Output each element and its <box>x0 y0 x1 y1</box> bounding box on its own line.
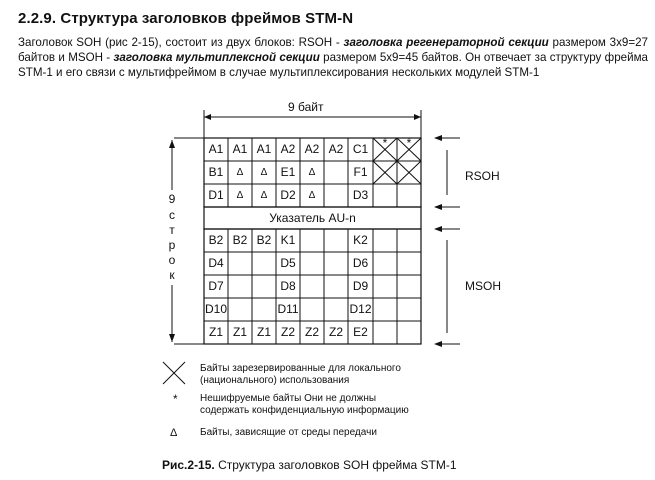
legend-reserved <box>200 363 401 387</box>
rows_bottom-r1-c6: D6 <box>352 256 369 270</box>
para-emphasis-msoh: заголовка мультиплексной секции <box>113 51 320 64</box>
rows_bottom-r4-c2: Z1 <box>256 325 271 339</box>
legend-star-symbol: * <box>173 392 178 406</box>
rows_bottom-r4-c1: Z1 <box>232 325 247 339</box>
rows_top-r0-c8: * <box>406 136 412 150</box>
rows_top-r1-c1: Δ <box>236 167 244 178</box>
rows_bottom-r4-c4: Z2 <box>304 325 319 339</box>
legend-unscrambled-line1: Нешифруемые байты Они не должны <box>200 393 377 404</box>
para-emphasis-rsoh: заголовка регенераторной секции <box>343 36 549 49</box>
legend-delta-symbol: Δ <box>170 427 178 439</box>
msoh-label: MSOH <box>465 279 501 293</box>
rows_top-r0-c1: A1 <box>232 142 248 156</box>
legend-reserved-line1: Байты зарезервированные для локального <box>200 363 401 374</box>
width-label: 9 байт <box>288 100 324 114</box>
rows_bottom-r4-c5: Z2 <box>328 325 343 339</box>
rows_top-r0-c7: * <box>382 136 388 150</box>
height-label-char-3: р <box>168 238 176 252</box>
rows_bottom-r0-c1: B2 <box>232 233 248 247</box>
height-label-char-1: с <box>169 208 175 222</box>
rows_top-r0-c2: A1 <box>256 142 272 156</box>
rows_bottom-r0-c2: B2 <box>256 233 272 247</box>
rows_top-r0-c3: A2 <box>280 142 296 156</box>
height-label-char-5: к <box>169 268 175 282</box>
rows_top-r1-c0: B1 <box>208 165 224 179</box>
rows_top-r1-c3: E1 <box>280 165 296 179</box>
rows_top-r1-c2: Δ <box>260 167 268 178</box>
rows_top-r2-c3: D2 <box>280 188 296 202</box>
rows_top-r1-c6: F1 <box>353 165 368 179</box>
rows_top-r1-c4: Δ <box>308 167 316 178</box>
rows_top-r0-c4: A2 <box>304 142 320 156</box>
figure-caption <box>162 458 457 472</box>
rows_bottom-r0-c6: K2 <box>353 233 368 247</box>
rows_top-r2-c1: Δ <box>236 190 244 201</box>
para-text-3: размером 5x9=45 байтов. Он отвечает за структуру фрейма STM-1 и его связи с мультифреймом в случае мультиплексирования нескольких модулей STM-1 <box>18 51 649 79</box>
height-label-char-2: т <box>169 223 175 237</box>
rows_bottom-r0-c3: K1 <box>280 233 296 247</box>
rows_top-r2-c0: D1 <box>208 188 224 202</box>
rows_bottom-r2-c6: D9 <box>352 279 369 293</box>
rows_top-r2-c4: Δ <box>308 190 316 201</box>
rows_bottom-r2-c3: D8 <box>280 279 296 293</box>
caption-text: Структура заголовков SOH фрейма STM-1 <box>214 458 457 472</box>
legend-media-dependent: Байты, зависящие от среды передачи <box>200 427 377 438</box>
height-label-char-0: 9 <box>168 192 176 206</box>
rows_bottom-r3-c0: D10 <box>204 302 227 316</box>
height-label-char-4: о <box>168 253 176 267</box>
rows_bottom-r0-c0: B2 <box>208 233 224 247</box>
para-text-1: Заголовок SOH (рис 2-15), состоит из двух блоков: RSOH - <box>18 36 344 49</box>
au-pointer-row: Указатель AU-n <box>269 211 356 225</box>
legend-reserved-line2: (национального) использования <box>200 375 350 386</box>
rows_bottom-r4-c3: Z2 <box>280 325 295 339</box>
rows_bottom-r1-c0: D4 <box>208 256 224 270</box>
rows_bottom-r2-c0: D7 <box>208 279 224 293</box>
rows_bottom-r4-c0: Z1 <box>208 325 223 339</box>
rsoh-label: RSOH <box>465 169 500 183</box>
rows_top-r0-c5: A2 <box>328 142 344 156</box>
section-heading: 2.2.9. Структура заголовков фреймов STM-N <box>18 10 354 27</box>
rows_top-r2-c2: Δ <box>260 190 268 201</box>
rows_top-r0-c6: C1 <box>352 142 369 156</box>
rows_bottom-r1-c3: D5 <box>280 256 296 270</box>
legend-unscrambled-line2: содержать конфиденциальную информацию <box>200 405 409 416</box>
rows_top-r0-c0: A1 <box>208 142 224 156</box>
legend-unscrambled <box>200 393 409 417</box>
caption-label: Рис.2-15. <box>162 458 215 472</box>
rows_bottom-r3-c6: D12 <box>349 302 372 316</box>
rows_bottom-r3-c3: D11 <box>277 302 299 316</box>
rows_bottom-r4-c6: E2 <box>353 325 368 339</box>
rows_top-r2-c6: D3 <box>352 188 369 202</box>
para-text-2: размером 3x9=27 байтов и MSOH - <box>18 36 648 64</box>
